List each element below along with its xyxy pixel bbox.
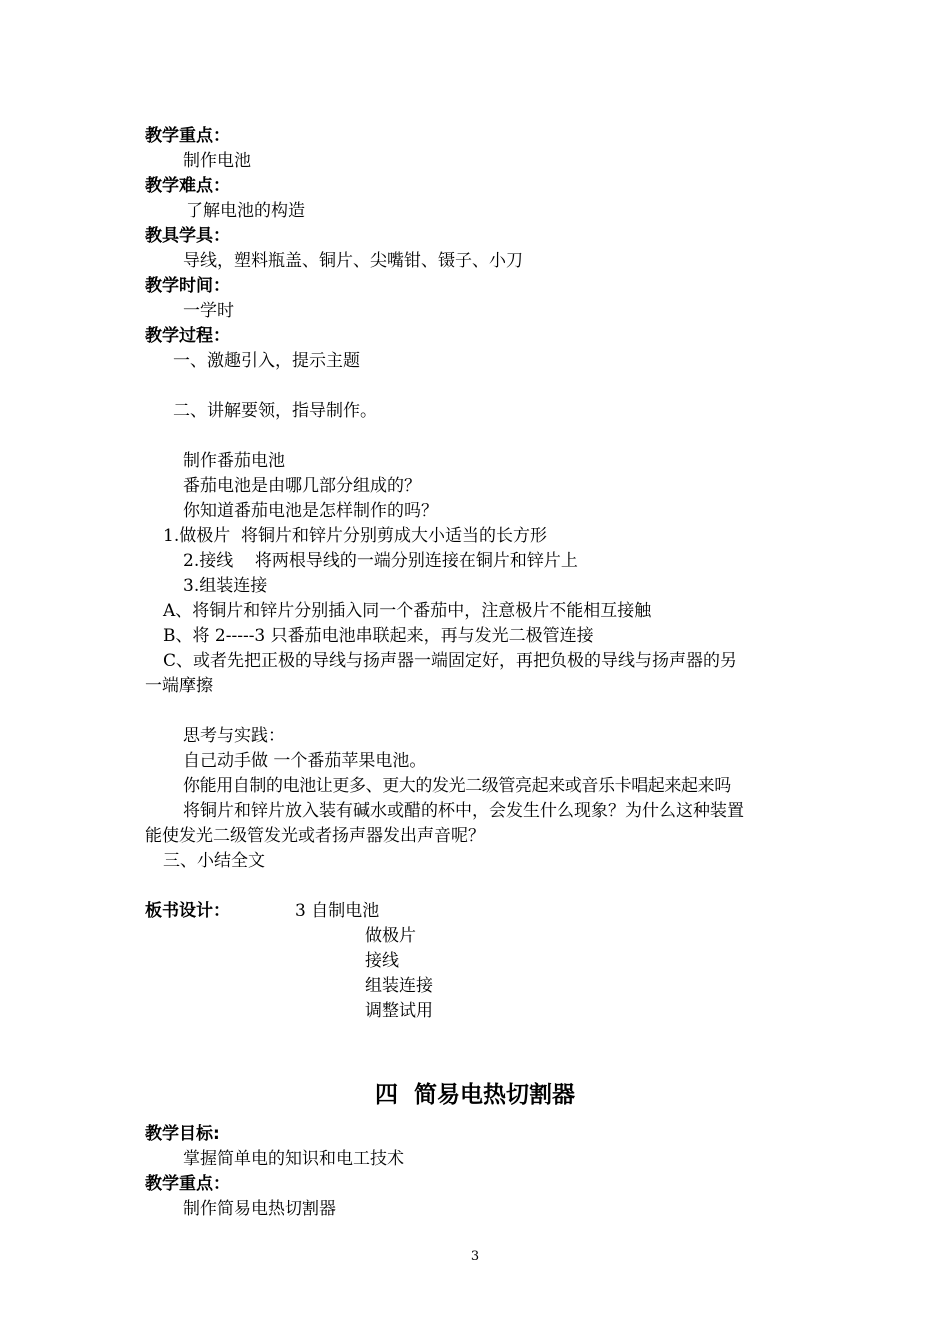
paragraph-question-2: 你知道番茄电池是怎样制作的吗？ (183, 501, 438, 521)
paragraph-a: A、将铜片和锌片分别插入同一个番茄中，注意极片不能相互接触 (163, 601, 652, 621)
board-item: 组装连接 (365, 976, 433, 996)
think-item-3-line-1: 将铜片和锌片放入装有碱水或醋的杯中，会发生什么现象？为什么这种装置 (183, 801, 744, 821)
difficulty-label: 教学难点： (145, 176, 230, 196)
think-label: 思考与实践： (183, 726, 285, 746)
board-item: 调整试用 (365, 1001, 433, 1021)
paragraph-make: 制作番茄电池 (183, 451, 285, 471)
process-step-2: 二、讲解要领，指导制作。 (173, 401, 377, 421)
board-title: 3 自制电池 (295, 901, 380, 921)
paragraph-step-3: 3.组装连接 (183, 576, 268, 596)
paragraph-c-line-2: 一端摩擦 (145, 676, 213, 696)
paragraph-c-line-1: C、或者先把正极的导线与扬声器一端固定好，再把负极的导线与扬声器的另 (163, 651, 738, 671)
goal-label: 教学目标: (145, 1124, 220, 1144)
think-item-1: 自己动手做 一个番茄苹果电池。 (183, 751, 427, 771)
page-number: 3 (470, 1249, 480, 1264)
paragraph-step-1: 1.做极片 将铜片和锌片分别剪成大小适当的长方形 (163, 526, 548, 546)
process-step-1: 一、激趣引入，提示主题 (173, 351, 360, 371)
board-item: 做极片 (365, 926, 416, 946)
key-points-text: 制作电池 (183, 151, 251, 171)
process-label: 教学过程： (145, 326, 230, 346)
section-title: 四 简易电热切割器 (374, 1082, 575, 1108)
paragraph-b: B、将 2-----3 只番茄电池串联起来，再与发光二极管连接 (163, 626, 594, 646)
key-points-label: 教学重点： (145, 126, 230, 146)
time-label: 教学时间： (145, 276, 230, 296)
think-item-2: 你能用自制的电池让更多、更大的发光二级管亮起来或音乐卡唱起来起来吗 (183, 776, 731, 796)
paragraph-step-2: 2.接线 将两根导线的一端分别连接在铜片和锌片上 (183, 551, 578, 571)
think-item-3-line-2: 能使发光二级管发光或者扬声器发出声音呢？ (145, 826, 485, 846)
tools-text: 导线，塑料瓶盖、铜片、尖嘴钳、镊子、小刀 (183, 251, 523, 271)
time-text: 一学时 (183, 301, 234, 321)
paragraph-question-1: 番茄电池是由哪几部分组成的？ (183, 476, 421, 496)
tools-label: 教具学具： (145, 226, 230, 246)
board-label: 板书设计： (145, 901, 230, 921)
goal-text: 掌握简单电的知识和电工技术 (183, 1149, 404, 1169)
section4-key-points-text: 制作简易电热切割器 (183, 1199, 336, 1219)
process-step-3: 三、小结全文 (163, 851, 265, 871)
section4-key-points-label: 教学重点： (145, 1174, 230, 1194)
difficulty-text: 了解电池的构造 (186, 201, 305, 221)
board-item: 接线 (365, 951, 399, 971)
